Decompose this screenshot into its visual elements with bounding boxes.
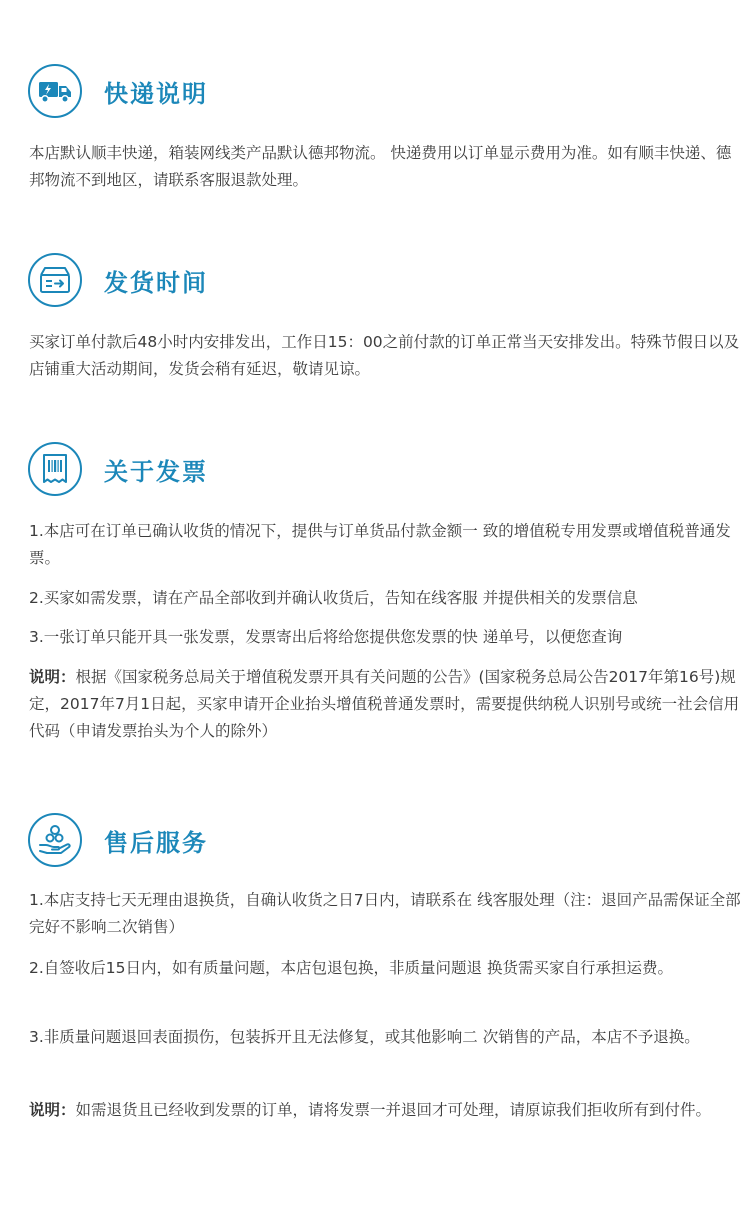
note-text: 如需退货且已经收到发票的订单，请将发票一并退回才可处理，请原谅我们拒收所有到付件。 (75, 1101, 712, 1119)
section-paragraph: 1.本店支持七天无理由退换货，自确认收货之日7日内，请联系在 线客服处理（注：退回产品需保证全部完好不影响二次销售） (29, 891, 741, 936)
section-paragraph: 3.一张订单只能开具一张发票，发票寄出后将给您提供您发票的快 递单号，以便您查询 (29, 628, 623, 646)
section-paragraph: 2.买家如需发票，请在产品全部收到并确认收货后，告知在线客服 并提供相关的发票信息 (29, 589, 638, 607)
section-paragraph: 2.自签收后15日内，如有质量问题，本店包退包换，非质量问题退 换货需买家自行承担运费。 (29, 959, 673, 977)
section-title: 快递说明 (104, 79, 208, 108)
section-note (29, 1097, 741, 1124)
note-label: 说明： (29, 1101, 76, 1119)
section-title: 售后服务 (104, 828, 208, 857)
section-title: 发货时间 (104, 268, 208, 297)
section-note (29, 664, 741, 745)
note-label: 说明： (29, 668, 76, 686)
after-sales-service-icon (28, 813, 82, 867)
section-paragraph: 1.本店可在订单已确认收货的情况下，提供与订单货品付款金额一 致的增值税专用发票或增值税普通发票。 (29, 522, 731, 567)
invoice-receipt-icon (28, 442, 82, 496)
section-paragraph: 本店默认顺丰快递，箱装网线类产品默认德邦物流。 快递费用以订单显示费用为准。如有顺丰快递、德邦物流不到地区，请联系客服退款处理。 (29, 144, 732, 189)
section-header (28, 62, 208, 120)
section-header (28, 440, 208, 498)
shipping-box-icon (28, 253, 82, 307)
section-paragraph: 买家订单付款后48小时内安排发出，工作日15：00之前付款的订单正常当天安排发出。特殊节假日以及店铺重大活动期间，发货会稍有延迟，敬请见谅。 (29, 333, 740, 378)
section-header (28, 251, 208, 309)
note-text: 根据《国家税务总局关于增值税发票开具有关问题的公告》(国家税务总局公告2017年第16号)规定，2017年7月1日起，买家申请开企业抬头增值税普通发票时，需要提供纳税人识别号或统一社会信用代码（申请发票抬头为个人的除外） (29, 668, 740, 740)
section-title: 关于发票 (104, 457, 208, 486)
section-header (28, 811, 208, 869)
section-paragraph: 3.非质量问题退回表面损伤，包装拆开且无法修复，或其他影响二 次销售的产品，本店不予退换。 (29, 1028, 700, 1046)
delivery-truck-icon (28, 64, 82, 118)
